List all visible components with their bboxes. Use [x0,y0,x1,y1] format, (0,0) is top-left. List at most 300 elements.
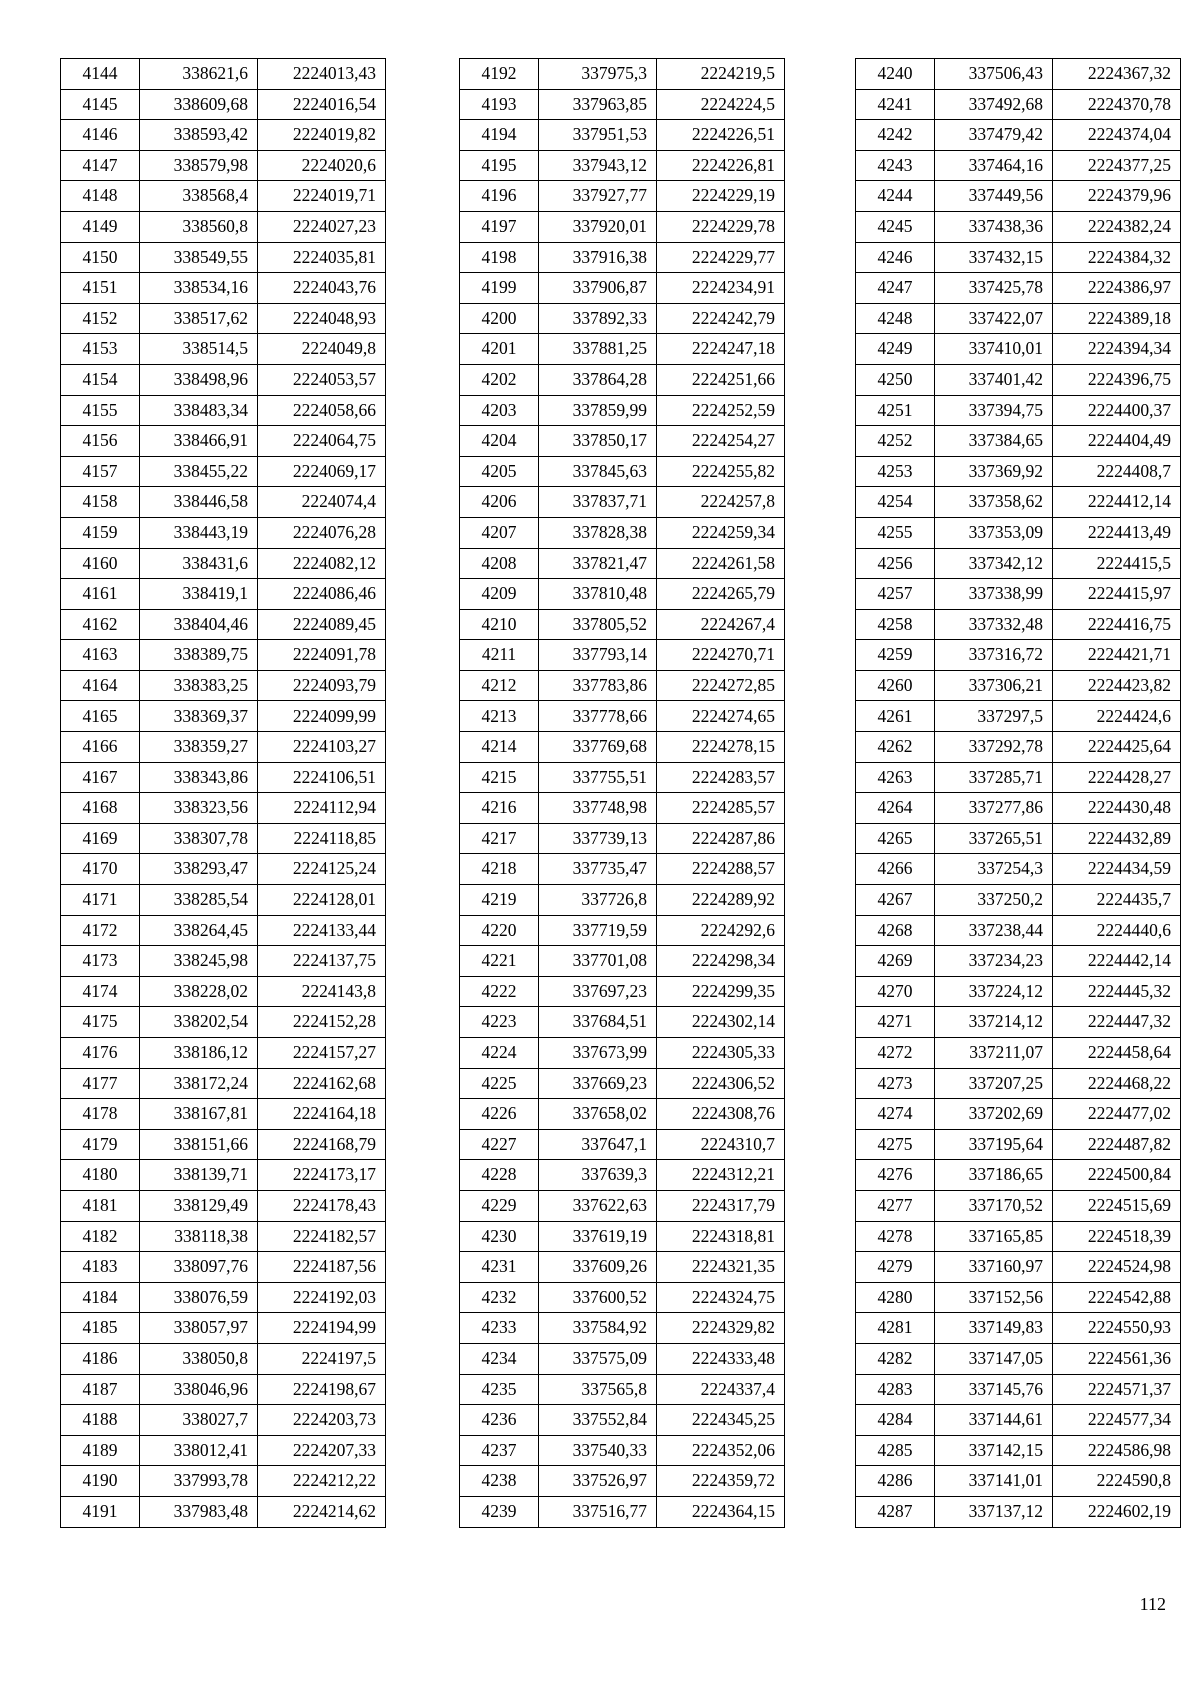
y-coordinate-cell: 2224415,97 [1053,579,1181,610]
table-row [460,1466,785,1497]
x-coordinate-cell: 337565,8 [539,1374,657,1405]
x-coordinate-cell: 337805,52 [539,609,657,640]
x-coordinate-cell: 337186,65 [935,1160,1053,1191]
y-coordinate-cell: 2224152,28 [258,1007,386,1038]
y-coordinate-cell: 2224133,44 [258,915,386,946]
x-coordinate-cell: 337778,66 [539,701,657,732]
x-coordinate-cell: 337292,78 [935,732,1053,763]
table-row [460,1282,785,1313]
x-coordinate-cell: 337195,64 [935,1129,1053,1160]
x-coordinate-cell: 337669,23 [539,1068,657,1099]
y-coordinate-cell: 2224299,35 [657,976,785,1007]
y-coordinate-cell: 2224261,58 [657,548,785,579]
x-coordinate-cell: 337845,63 [539,456,657,487]
table-row [856,1099,1181,1130]
y-coordinate-cell: 2224229,78 [657,211,785,242]
y-coordinate-cell: 2224298,34 [657,946,785,977]
x-coordinate-cell: 337152,56 [935,1282,1053,1313]
table-row [856,732,1181,763]
table-row [856,1007,1181,1038]
point-number-cell: 4248 [856,303,935,334]
table-row [61,1343,386,1374]
y-coordinate-cell: 2224019,82 [258,120,386,151]
x-coordinate-cell: 337147,05 [935,1343,1053,1374]
x-coordinate-cell: 338343,86 [140,762,258,793]
point-number-cell: 4224 [460,1038,539,1069]
table-row [460,364,785,395]
table-row [856,946,1181,977]
table-row [856,1221,1181,1252]
point-number-cell: 4194 [460,120,539,151]
y-coordinate-cell: 2224524,98 [1053,1252,1181,1283]
y-coordinate-cell: 2224143,8 [258,976,386,1007]
y-coordinate-cell: 2224518,39 [1053,1221,1181,1252]
y-coordinate-cell: 2224198,67 [258,1374,386,1405]
y-coordinate-cell: 2224128,01 [258,885,386,916]
x-coordinate-cell: 337783,86 [539,670,657,701]
x-coordinate-cell: 337277,86 [935,793,1053,824]
x-coordinate-cell: 337422,07 [935,303,1053,334]
table-row [61,456,386,487]
table-row [61,1099,386,1130]
y-coordinate-cell: 2224424,6 [1053,701,1181,732]
y-coordinate-cell: 2224289,92 [657,885,785,916]
table-row [460,579,785,610]
table-row [460,1435,785,1466]
y-coordinate-cell: 2224212,22 [258,1466,386,1497]
table-row [61,1374,386,1405]
point-number-cell: 4211 [460,640,539,671]
point-number-cell: 4280 [856,1282,935,1313]
point-number-cell: 4177 [61,1068,140,1099]
x-coordinate-cell: 338307,78 [140,823,258,854]
point-number-cell: 4182 [61,1221,140,1252]
x-coordinate-cell: 337609,26 [539,1252,657,1283]
point-number-cell: 4146 [61,120,140,151]
point-number-cell: 4199 [460,273,539,304]
y-coordinate-cell: 2224447,32 [1053,1007,1181,1038]
x-coordinate-cell: 337943,12 [539,150,657,181]
point-number-cell: 4258 [856,609,935,640]
point-number-cell: 4154 [61,364,140,395]
point-number-cell: 4165 [61,701,140,732]
point-number-cell: 4190 [61,1466,140,1497]
x-coordinate-cell: 337464,16 [935,150,1053,181]
table-row [61,1252,386,1283]
x-coordinate-cell: 337769,68 [539,732,657,763]
table-row [460,1496,785,1527]
point-number-cell: 4222 [460,976,539,1007]
x-coordinate-cell: 338579,98 [140,150,258,181]
point-number-cell: 4174 [61,976,140,1007]
coordinate-table-3 [855,58,1181,1528]
point-number-cell: 4171 [61,885,140,916]
table-row [856,885,1181,916]
x-coordinate-cell: 338455,22 [140,456,258,487]
table-row [856,59,1181,90]
x-coordinate-cell: 337401,42 [935,364,1053,395]
x-coordinate-cell: 337410,01 [935,334,1053,365]
x-coordinate-cell: 337993,78 [140,1466,258,1497]
table-row [856,487,1181,518]
table-row [460,456,785,487]
y-coordinate-cell: 2224049,8 [258,334,386,365]
x-coordinate-cell: 338446,58 [140,487,258,518]
y-coordinate-cell: 2224571,37 [1053,1374,1181,1405]
table-row [856,1405,1181,1436]
point-number-cell: 4259 [856,640,935,671]
point-number-cell: 4252 [856,426,935,457]
x-coordinate-cell: 338560,8 [140,211,258,242]
page-number: 112 [1139,1594,1166,1614]
y-coordinate-cell: 2224259,34 [657,517,785,548]
y-coordinate-cell: 2224292,6 [657,915,785,946]
y-coordinate-cell: 2224458,64 [1053,1038,1181,1069]
x-coordinate-cell: 337149,83 [935,1313,1053,1344]
x-coordinate-cell: 337619,19 [539,1221,657,1252]
x-coordinate-cell: 337516,77 [539,1496,657,1527]
y-coordinate-cell: 2224477,02 [1053,1099,1181,1130]
y-coordinate-cell: 2224089,45 [258,609,386,640]
x-coordinate-cell: 338534,16 [140,273,258,304]
point-number-cell: 4156 [61,426,140,457]
point-number-cell: 4219 [460,885,539,916]
point-number-cell: 4172 [61,915,140,946]
x-coordinate-cell: 337647,1 [539,1129,657,1160]
table-row [61,426,386,457]
y-coordinate-cell: 2224207,33 [258,1435,386,1466]
y-coordinate-cell: 2224425,64 [1053,732,1181,763]
x-coordinate-cell: 337540,33 [539,1435,657,1466]
x-coordinate-cell: 338404,46 [140,609,258,640]
point-number-cell: 4158 [61,487,140,518]
x-coordinate-cell: 337207,25 [935,1068,1053,1099]
x-coordinate-cell: 337202,69 [935,1099,1053,1130]
table-row [460,150,785,181]
point-number-cell: 4257 [856,579,935,610]
point-number-cell: 4220 [460,915,539,946]
table-row [460,548,785,579]
x-coordinate-cell: 337951,53 [539,120,657,151]
y-coordinate-cell: 2224586,98 [1053,1435,1181,1466]
x-coordinate-cell: 338046,96 [140,1374,258,1405]
point-number-cell: 4159 [61,517,140,548]
x-coordinate-cell: 338172,24 [140,1068,258,1099]
y-coordinate-cell: 2224435,7 [1053,885,1181,916]
point-number-cell: 4250 [856,364,935,395]
table-row [856,854,1181,885]
y-coordinate-cell: 2224192,03 [258,1282,386,1313]
table-row [61,273,386,304]
y-coordinate-cell: 2224389,18 [1053,303,1181,334]
table-row [61,732,386,763]
point-number-cell: 4261 [856,701,935,732]
point-number-cell: 4284 [856,1405,935,1436]
table-row [856,548,1181,579]
point-number-cell: 4251 [856,395,935,426]
y-coordinate-cell: 2224274,65 [657,701,785,732]
x-coordinate-cell: 337338,99 [935,579,1053,610]
x-coordinate-cell: 337394,75 [935,395,1053,426]
y-coordinate-cell: 2224432,89 [1053,823,1181,854]
x-coordinate-cell: 337506,43 [935,59,1053,90]
y-coordinate-cell: 2224224,5 [657,89,785,120]
table-row [61,303,386,334]
table-row [61,1466,386,1497]
x-coordinate-cell: 338139,71 [140,1160,258,1191]
table-row [460,793,785,824]
x-coordinate-cell: 337165,85 [935,1221,1053,1252]
x-coordinate-cell: 337306,21 [935,670,1053,701]
y-coordinate-cell: 2224164,18 [258,1099,386,1130]
table-row [61,1190,386,1221]
x-coordinate-cell: 337238,44 [935,915,1053,946]
x-coordinate-cell: 337916,38 [539,242,657,273]
x-coordinate-cell: 338593,42 [140,120,258,151]
table-row [856,762,1181,793]
point-number-cell: 4168 [61,793,140,824]
point-number-cell: 4278 [856,1221,935,1252]
y-coordinate-cell: 2224257,8 [657,487,785,518]
table-row [61,762,386,793]
y-coordinate-cell: 2224377,25 [1053,150,1181,181]
table-row [856,89,1181,120]
table-row [61,487,386,518]
point-number-cell: 4195 [460,150,539,181]
x-coordinate-cell: 338129,49 [140,1190,258,1221]
y-coordinate-cell: 2224048,93 [258,303,386,334]
y-coordinate-cell: 2224187,56 [258,1252,386,1283]
x-coordinate-cell: 337719,59 [539,915,657,946]
x-coordinate-cell: 337384,65 [935,426,1053,457]
y-coordinate-cell: 2224515,69 [1053,1190,1181,1221]
x-coordinate-cell: 338050,8 [140,1343,258,1374]
y-coordinate-cell: 2224413,49 [1053,517,1181,548]
table-row [460,1068,785,1099]
table-row [856,211,1181,242]
x-coordinate-cell: 337920,01 [539,211,657,242]
point-number-cell: 4147 [61,150,140,181]
y-coordinate-cell: 2224308,76 [657,1099,785,1130]
table-row [460,1099,785,1130]
x-coordinate-cell: 337859,99 [539,395,657,426]
table-row [856,242,1181,273]
point-number-cell: 4184 [61,1282,140,1313]
y-coordinate-cell: 2224370,78 [1053,89,1181,120]
table-row [61,120,386,151]
y-coordinate-cell: 2224602,19 [1053,1496,1181,1527]
table-row [61,364,386,395]
point-number-cell: 4208 [460,548,539,579]
point-number-cell: 4249 [856,334,935,365]
x-coordinate-cell: 337425,78 [935,273,1053,304]
x-coordinate-cell: 337234,23 [935,946,1053,977]
point-number-cell: 4160 [61,548,140,579]
y-coordinate-cell: 2224069,17 [258,456,386,487]
table-row [460,946,785,977]
x-coordinate-cell: 338419,1 [140,579,258,610]
y-coordinate-cell: 2224162,68 [258,1068,386,1099]
table-row [460,426,785,457]
table-row [61,334,386,365]
y-coordinate-cell: 2224468,22 [1053,1068,1181,1099]
point-number-cell: 4193 [460,89,539,120]
table-row [856,1313,1181,1344]
point-number-cell: 4264 [856,793,935,824]
point-number-cell: 4229 [460,1190,539,1221]
x-coordinate-cell: 337342,12 [935,548,1053,579]
x-coordinate-cell: 338389,75 [140,640,258,671]
point-number-cell: 4192 [460,59,539,90]
table-row [61,670,386,701]
point-number-cell: 4233 [460,1313,539,1344]
y-coordinate-cell: 2224384,32 [1053,242,1181,273]
point-number-cell: 4180 [61,1160,140,1191]
table-row [856,1068,1181,1099]
point-number-cell: 4225 [460,1068,539,1099]
point-number-cell: 4235 [460,1374,539,1405]
table-row [61,548,386,579]
x-coordinate-cell: 338228,02 [140,976,258,1007]
table-row [460,1343,785,1374]
coordinate-table-1 [60,58,386,1528]
y-coordinate-cell: 2224382,24 [1053,211,1181,242]
table-row [460,976,785,1007]
x-coordinate-cell: 337755,51 [539,762,657,793]
y-coordinate-cell: 2224013,43 [258,59,386,90]
point-number-cell: 4213 [460,701,539,732]
point-number-cell: 4189 [61,1435,140,1466]
table-row [460,1038,785,1069]
x-coordinate-cell: 338323,56 [140,793,258,824]
y-coordinate-cell: 2224500,84 [1053,1160,1181,1191]
y-coordinate-cell: 2224445,32 [1053,976,1181,1007]
y-coordinate-cell: 2224064,75 [258,426,386,457]
point-number-cell: 4150 [61,242,140,273]
x-coordinate-cell: 337983,48 [140,1496,258,1527]
y-coordinate-cell: 2224118,85 [258,823,386,854]
point-number-cell: 4206 [460,487,539,518]
y-coordinate-cell: 2224317,79 [657,1190,785,1221]
point-number-cell: 4283 [856,1374,935,1405]
table-row [856,1374,1181,1405]
table-row [61,395,386,426]
table-row [856,181,1181,212]
x-coordinate-cell: 338293,47 [140,854,258,885]
point-number-cell: 4170 [61,854,140,885]
y-coordinate-cell: 2224091,78 [258,640,386,671]
table-row [460,823,785,854]
point-number-cell: 4234 [460,1343,539,1374]
point-number-cell: 4241 [856,89,935,120]
y-coordinate-cell: 2224561,36 [1053,1343,1181,1374]
y-coordinate-cell: 2224247,18 [657,334,785,365]
x-coordinate-cell: 337254,3 [935,854,1053,885]
point-number-cell: 4148 [61,181,140,212]
table-row [460,273,785,304]
y-coordinate-cell: 2224219,5 [657,59,785,90]
y-coordinate-cell: 2224364,15 [657,1496,785,1527]
y-coordinate-cell: 2224020,6 [258,150,386,181]
point-number-cell: 4238 [460,1466,539,1497]
y-coordinate-cell: 2224305,33 [657,1038,785,1069]
x-coordinate-cell: 338118,38 [140,1221,258,1252]
table-row [460,120,785,151]
x-coordinate-cell: 338359,27 [140,732,258,763]
point-number-cell: 4217 [460,823,539,854]
point-number-cell: 4236 [460,1405,539,1436]
y-coordinate-cell: 2224396,75 [1053,364,1181,395]
y-coordinate-cell: 2224019,71 [258,181,386,212]
table-row [61,946,386,977]
y-coordinate-cell: 2224278,15 [657,732,785,763]
table-row [61,885,386,916]
x-coordinate-cell: 338609,68 [140,89,258,120]
point-number-cell: 4188 [61,1405,140,1436]
point-number-cell: 4183 [61,1252,140,1283]
table-row [856,120,1181,151]
point-number-cell: 4173 [61,946,140,977]
y-coordinate-cell: 2224400,37 [1053,395,1181,426]
y-coordinate-cell: 2224234,91 [657,273,785,304]
point-number-cell: 4253 [856,456,935,487]
y-coordinate-cell: 2224352,06 [657,1435,785,1466]
y-coordinate-cell: 2224182,57 [258,1221,386,1252]
table-row [460,517,785,548]
point-number-cell: 4227 [460,1129,539,1160]
x-coordinate-cell: 337142,15 [935,1435,1053,1466]
point-number-cell: 4230 [460,1221,539,1252]
point-number-cell: 4265 [856,823,935,854]
x-coordinate-cell: 337492,68 [935,89,1053,120]
x-coordinate-cell: 338076,59 [140,1282,258,1313]
coordinate-table-2 [459,58,785,1528]
y-coordinate-cell: 2224267,4 [657,609,785,640]
point-number-cell: 4287 [856,1496,935,1527]
x-coordinate-cell: 338027,7 [140,1405,258,1436]
x-coordinate-cell: 337224,12 [935,976,1053,1007]
point-number-cell: 4276 [856,1160,935,1191]
point-number-cell: 4256 [856,548,935,579]
table-row [460,1190,785,1221]
y-coordinate-cell: 2224321,35 [657,1252,785,1283]
point-number-cell: 4210 [460,609,539,640]
table-row [61,1435,386,1466]
table-row [61,976,386,1007]
y-coordinate-cell: 2224487,82 [1053,1129,1181,1160]
y-coordinate-cell: 2224412,14 [1053,487,1181,518]
table-row [856,364,1181,395]
table-row [856,1160,1181,1191]
table-row [856,915,1181,946]
table-row [460,915,785,946]
y-coordinate-cell: 2224423,82 [1053,670,1181,701]
point-number-cell: 4216 [460,793,539,824]
x-coordinate-cell: 338167,81 [140,1099,258,1130]
table-row [460,1221,785,1252]
table-row [460,303,785,334]
table-row [61,1405,386,1436]
x-coordinate-cell: 338264,45 [140,915,258,946]
y-coordinate-cell: 2224226,81 [657,150,785,181]
point-number-cell: 4157 [61,456,140,487]
table-row [460,1252,785,1283]
x-coordinate-cell: 337793,14 [539,640,657,671]
y-coordinate-cell: 2224550,93 [1053,1313,1181,1344]
point-number-cell: 4243 [856,150,935,181]
y-coordinate-cell: 2224590,8 [1053,1466,1181,1497]
table-row [856,609,1181,640]
